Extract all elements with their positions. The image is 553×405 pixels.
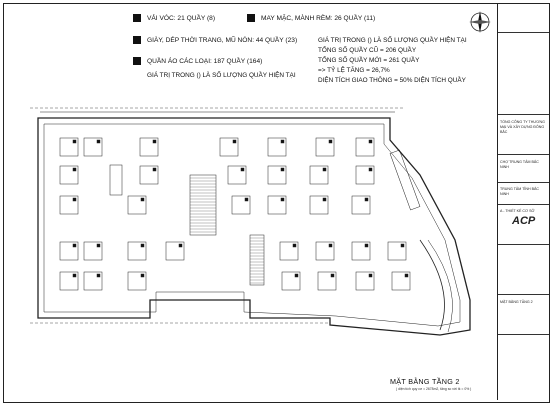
stall-marker: [73, 140, 76, 143]
stall-marker: [73, 168, 76, 171]
stall-marker: [295, 274, 298, 277]
title-block: [497, 4, 549, 400]
stall-marker: [141, 244, 144, 247]
stall-marker: [323, 198, 326, 201]
stall-marker: [153, 168, 156, 171]
stall-marker: [233, 140, 236, 143]
stall-marker: [97, 244, 100, 247]
stall-marker: [369, 274, 372, 277]
stall-marker: [73, 274, 76, 277]
legend-label: QUẦN ÁO CÁC LOẠI: 187 QUẦY (164): [147, 57, 263, 65]
legend-label: GIÀY, DÉP THỜI TRANG, MŨ NÓN: 44 QUẦY (23): [147, 36, 298, 44]
stall-marker: [329, 244, 332, 247]
drawing-name: MẶT BẰNG TẦNG 2: [500, 300, 533, 304]
stall-marker: [281, 198, 284, 201]
stall-marker: [97, 274, 100, 277]
company-logo: ACP: [512, 215, 536, 227]
plan-scale: ( diện tích quy cơ = 2678m2, tăng so với tk = 0% ): [396, 387, 472, 391]
legend-label: VẢI VÓC: 21 QUẦY (8): [147, 14, 216, 22]
stall-marker: [365, 198, 368, 201]
stat-line: TỔNG SỐ QUẦY CŨ = 206 QUẦY: [318, 47, 417, 54]
stall-marker: [141, 198, 144, 201]
company-name: TỔNG CÔNG TY THƯƠNG MẠI VÀ XÂY DỰNG ĐÔNG BẮC: [500, 120, 545, 134]
stall-marker: [331, 274, 334, 277]
stall-marker: [245, 198, 248, 201]
stat-line: TỔNG SỐ QUẦY MỚI = 261 QUẦY: [318, 57, 420, 64]
stall-marker: [97, 140, 100, 143]
stall-marker: [141, 274, 144, 277]
stall-marker: [365, 244, 368, 247]
stall-marker: [323, 168, 326, 171]
plan-title: MẶT BẰNG TẦNG 2: [390, 377, 460, 386]
project-name: CHỢ TRUNG TÂM BẮC NINH: [500, 160, 539, 169]
item-name: TRUNG TÂM TỈNH BẮC NINH: [500, 187, 540, 196]
stall-marker: [369, 168, 372, 171]
stall-marker: [73, 198, 76, 201]
stat-line: DIỆN TÍCH GIAO THÔNG = 50% DIỆN TÍCH QUẦY: [318, 77, 466, 84]
stall-marker: [329, 140, 332, 143]
stall-marker: [73, 244, 76, 247]
left-note: GIÁ TRỊ TRONG () LÀ SỐ LƯỢNG QUẦY HIỆN TẠI: [147, 72, 296, 79]
stall-marker: [293, 244, 296, 247]
stall-marker: [241, 168, 244, 171]
stall-marker: [179, 244, 182, 247]
stall-marker: [281, 140, 284, 143]
stall-marker: [281, 168, 284, 171]
stall-marker: [153, 140, 156, 143]
stall-marker: [369, 140, 372, 143]
stage-name: A - THIẾT KẾ CƠ SỞ: [500, 209, 535, 213]
legend-label: MAY MẶC, MÀNH RÈM: 26 QUẦY (11): [261, 14, 376, 22]
stat-line: => TỶ LỆ TĂNG = 26,7%: [318, 67, 390, 74]
stall-marker: [405, 274, 408, 277]
stall-marker: [401, 244, 404, 247]
stat-line: GIÁ TRỊ TRONG () LÀ SỐ LƯỢNG QUẦY HIỆN TẠI: [318, 37, 467, 44]
